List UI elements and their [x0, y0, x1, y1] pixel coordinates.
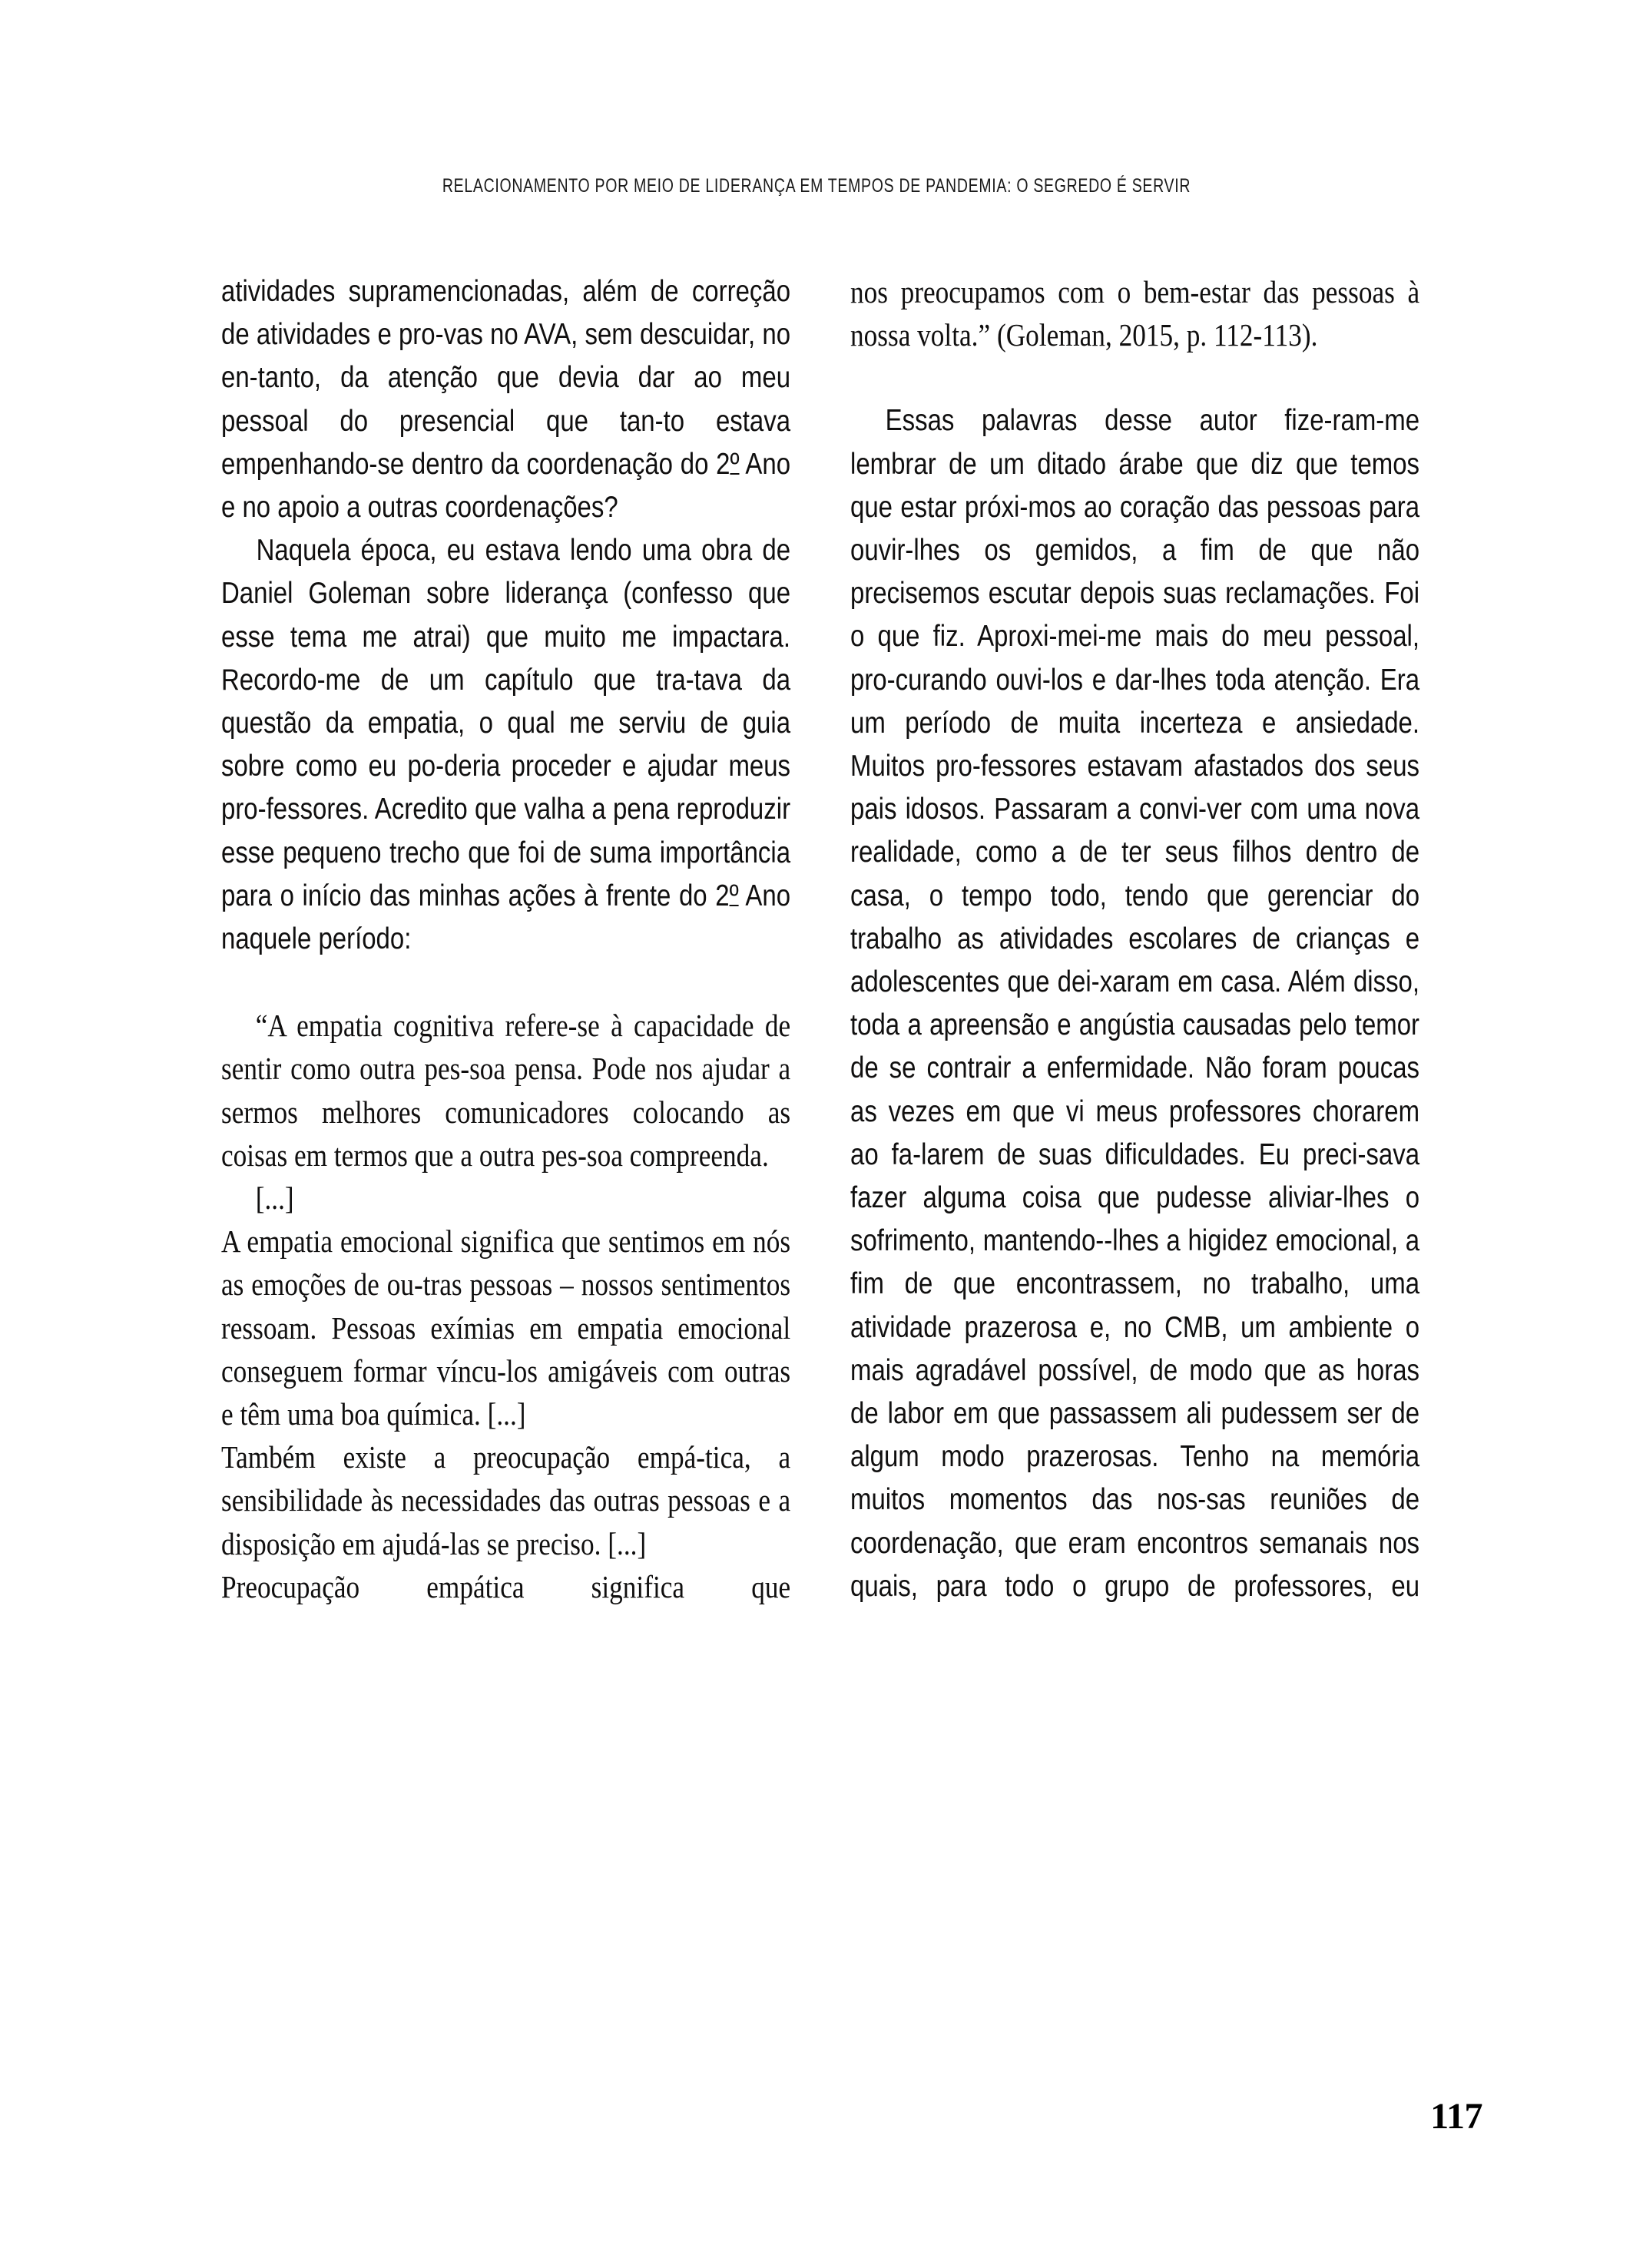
left-paragraph-2: Naquela época, eu estava lendo uma obra de Daniel Goleman sobre liderança (confesso que esse tema me atrai) que muito me impactara. Recordo-me de um capítulo que tra-tava da questão da empatia, o qual me serviu de guia sobre como eu po-deria proceder e ajudar meus pro-fessores. Acredito que valha a pena reproduzir esse pequeno trecho que foi de suma importância para o início das minhas ações à frente do 2º Ano naquele período:	[221, 534, 791, 956]
page-number: 117	[1430, 2096, 1482, 2137]
right-paragraph-1: Essas palavras desse autor fize-ram-me lembrar de um ditado árabe que diz que temos que estar próxi-mos ao coração das pessoas para ouvir-lhes os gemidos, a fim de que não precisemos escutar depois suas reclamações. Foi o que fiz. Aproxi-mei-me mais do meu pessoal, pro-curando ouvi-los e dar-lhes toda atenção. Era um período de muita incerteza e ansiedade. Muitos pro-fessores estavam afastados dos seus pais idosos. Passaram a convi-ver com uma nova realidade, como a de ter seus filhos dentro de casa, o tempo todo, tendo que gerenciar do trabalho as atividades escolares de crianças e adolescentes que dei-xaram em casa. Além disso, toda a apreensão e angústia causadas pelo temor de se contrair a enfermidade. Não foram poucas as vezes em que vi meus professores chorarem ao fa-larem de suas dificuldades. Eu preci-sava fazer alguma coisa que pudesse aliviar-lhes o sofrimento, mantendo--lhes a higidez emocional, a fim de que encontrassem, no trabalho, uma atividade prazerosa e, no CMB, um ambiente o mais agradável possível, de modo que as horas de labor em que passassem ali pudessem ser de algum modo prazerosas. Tenho na memória muitos momentos das nos-sas reuniões de coordenação, que eram encontros semanais nos quais, para todo o grupo de professores, eu	[850, 404, 1420, 1603]
body-columns	[221, 270, 1419, 1651]
right-column	[850, 270, 1419, 1651]
block-quotation	[221, 1004, 790, 1651]
quotation-paragraph-4: Preocupação empática significa que	[221, 1568, 791, 1604]
quotation-paragraph-2: A empatia emocional significa que sentimos em nós as emoções de ou-tras pessoas – nossos sentimentos ressoam. Pessoas exímias em empatia emocional conseguem formar víncu-los amigáveis com outras e têm uma boa química. [...]	[221, 1223, 791, 1432]
quotation-ellipsis-1: [...]	[255, 1180, 294, 1217]
left-paragraph-1: atividades supramencionadas, além de correção de atividades e pro-vas no AVA, sem descuidar, no en-tanto, da atenção que devia dar ao meu pessoal do presencial que tan-to estava empenhando-se dentro da coordenação do 2º Ano e no apoio a outras coordenações?	[221, 275, 791, 525]
quotation-paragraph-1: “A empatia cognitiva refere-se à capacidade de sentir como outra pes-soa pensa. Pode nos ajudar a sermos melhores comunicadores colocando as coisas em termos que a outra pes-soa compreenda.	[221, 1008, 791, 1173]
running-head: RELACIONAMENTO POR MEIO DE LIDERANÇA EM TEMPOS DE PANDEMIA: O SEGREDO É SERVIR	[442, 175, 1191, 197]
quotation-continuation: nos preocupamos com o bem-estar das pessoas à nossa volta.” (Goleman, 2015, p. 112-113).	[850, 274, 1420, 353]
paragraph-spacer	[850, 356, 1419, 399]
quotation-paragraph-3: Também existe a preocupação empá-tica, a sensibilidade às necessidades das outras pessoas e a disposição em ajudá-las se preciso. [...]	[221, 1439, 791, 1561]
left-column	[221, 270, 790, 1651]
